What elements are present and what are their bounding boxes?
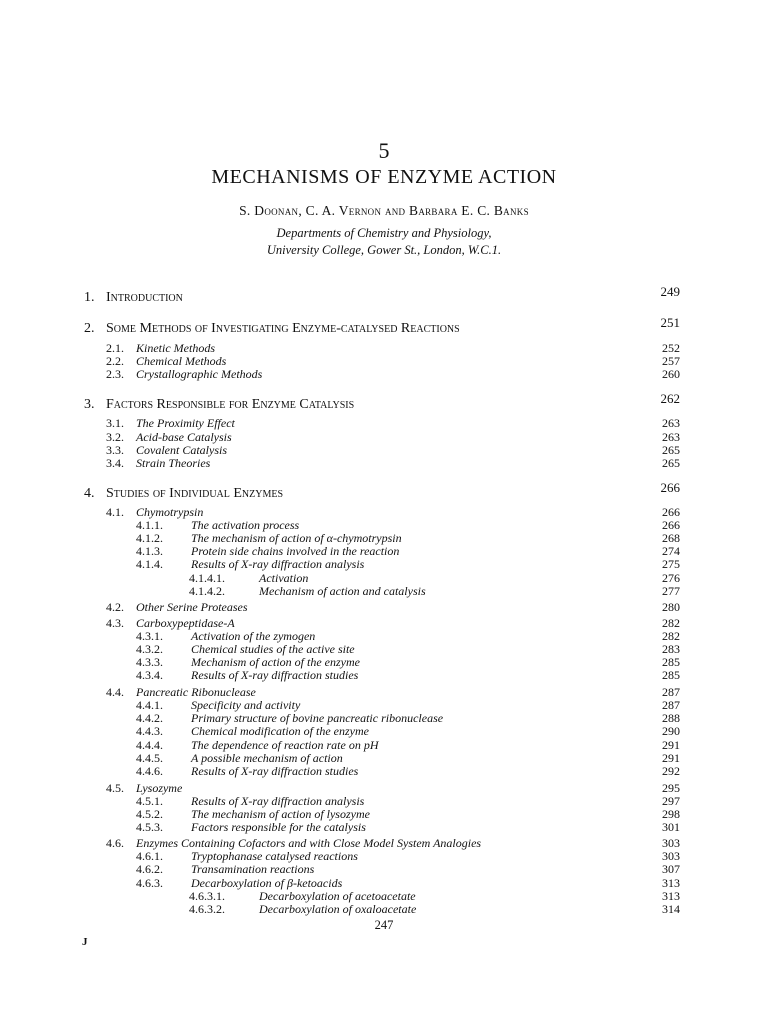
toc-entry <box>84 584 680 598</box>
toc-number: 4.1.4.2. <box>189 584 225 598</box>
toc-page-number: 298 <box>662 807 680 821</box>
chapter-title: MECHANISMS OF ENZYME ACTION <box>211 166 557 188</box>
toc-title: Pancreatic Ribonuclease <box>136 685 256 699</box>
toc-entry <box>84 571 680 585</box>
signature-mark: J <box>82 936 88 948</box>
toc-number: 4.3.2. <box>136 642 163 656</box>
toc-page-number: 307 <box>662 862 680 876</box>
toc-entry <box>84 456 680 470</box>
toc-number: 4.6.1. <box>136 849 163 863</box>
toc-number: 4.4.1. <box>136 698 163 712</box>
toc-entry <box>84 902 680 916</box>
toc-title: Chemical modification of the enzyme <box>191 724 369 738</box>
toc-title: Introduction <box>106 290 183 305</box>
toc-number: 3.2. <box>106 430 124 444</box>
toc-page-number: 301 <box>662 820 680 834</box>
toc-number: 4.6. <box>106 836 124 850</box>
toc-number: 4.5. <box>106 781 124 795</box>
toc-entry <box>84 764 680 778</box>
toc-page-number: 288 <box>662 711 680 725</box>
toc-number: 4.5.3. <box>136 820 163 834</box>
toc-number: 2.1. <box>106 341 124 355</box>
toc-number: 3.4. <box>106 456 124 470</box>
toc-page-number: 303 <box>662 849 680 863</box>
toc-number: 4.6.2. <box>136 862 163 876</box>
toc-title: Acid-base Catalysis <box>136 430 232 444</box>
toc-entry <box>84 557 680 571</box>
toc-entry <box>84 544 680 558</box>
toc-title: Carboxypeptidase-A <box>136 616 235 630</box>
page-number: 247 <box>374 918 394 932</box>
toc-title: Lysozyme <box>136 781 183 795</box>
toc-page-number: 268 <box>662 531 680 545</box>
toc-entry <box>84 367 680 381</box>
toc-title: Chymotrypsin <box>136 505 204 519</box>
toc-number: 3. <box>84 397 95 412</box>
toc-page-number: 292 <box>662 764 680 778</box>
toc-title: Tryptophanase catalysed reactions <box>191 849 358 863</box>
toc-entry <box>84 341 680 355</box>
toc-entry <box>84 430 680 444</box>
toc-page-number: 297 <box>662 794 680 808</box>
toc-entry <box>84 685 680 699</box>
toc-page-number: 285 <box>662 655 680 669</box>
toc-entry <box>84 505 680 519</box>
toc-entry <box>84 416 680 430</box>
toc-title: Decarboxylation of acetoacetate <box>259 889 416 903</box>
toc-entry <box>84 600 680 614</box>
toc-number: 4.3.3. <box>136 655 163 669</box>
toc-page-number: 283 <box>662 642 680 656</box>
toc-page-number: 285 <box>662 668 680 682</box>
toc-title: Protein side chains involved in the reaction <box>191 544 400 558</box>
toc-entry <box>84 794 680 808</box>
toc-number: 4.1.4.1. <box>189 571 225 585</box>
toc-page-number: 275 <box>662 557 680 571</box>
toc-title: A possible mechanism of action <box>191 751 343 765</box>
toc-entry <box>84 849 680 863</box>
toc-title: Results of X-ray diffraction analysis <box>191 794 365 808</box>
toc-entry <box>84 862 680 876</box>
toc-title: Results of X-ray diffraction studies <box>191 668 359 682</box>
toc-number: 4.3. <box>106 616 124 630</box>
toc-number: 2. <box>84 321 95 336</box>
toc-page-number: 252 <box>662 341 680 355</box>
toc-entry <box>84 698 680 712</box>
toc-title: Activation of the zymogen <box>191 629 316 643</box>
toc-section <box>84 315 680 338</box>
toc-entry <box>84 738 680 752</box>
toc-page-number: 280 <box>662 600 680 614</box>
toc-number: 4.4.6. <box>136 764 163 778</box>
toc-page-number: 249 <box>660 284 680 299</box>
toc-page-number: 287 <box>662 685 680 699</box>
toc-title: The dependence of reaction rate on pH <box>191 738 379 752</box>
toc-page-number: 251 <box>660 315 680 330</box>
toc-number: 3.1. <box>106 416 124 430</box>
toc-number: 4.3.4. <box>136 668 163 682</box>
toc-section <box>84 284 680 307</box>
toc-entry <box>84 642 680 656</box>
toc-entry <box>84 807 680 821</box>
toc-entry <box>84 518 680 532</box>
toc-number: 4.4.5. <box>136 751 163 765</box>
toc-entry <box>84 889 680 903</box>
toc-title: Kinetic Methods <box>136 341 215 355</box>
toc-title: Strain Theories <box>136 456 211 470</box>
toc-title: Factors responsible for the catalysis <box>191 820 366 834</box>
toc-page-number: 260 <box>662 367 680 381</box>
toc-entry <box>84 668 680 682</box>
toc-entry <box>84 443 680 457</box>
toc-number: 4.1. <box>106 505 124 519</box>
toc-title: Covalent Catalysis <box>136 443 227 457</box>
toc-page-number: 265 <box>662 443 680 457</box>
toc-number: 4.6.3. <box>136 876 163 890</box>
toc-title: The mechanism of action of α-chymotrypsin <box>191 531 402 545</box>
toc-title: Chemical studies of the active site <box>191 642 355 656</box>
toc-entry <box>84 354 680 368</box>
toc-number: 4.4.2. <box>136 711 163 725</box>
toc-page-number: 290 <box>662 724 680 738</box>
toc-page-number: 291 <box>662 738 680 752</box>
toc-entry <box>84 531 680 545</box>
toc-page-number: 295 <box>662 781 680 795</box>
toc-page-number: 314 <box>662 902 680 916</box>
toc-number: 2.3. <box>106 367 124 381</box>
toc-number: 3.3. <box>106 443 124 457</box>
toc-number: 4.1.4. <box>136 557 163 571</box>
toc-entry <box>84 781 680 795</box>
toc-title: Studies of Individual Enzymes <box>106 486 284 501</box>
toc-page-number: 263 <box>662 416 680 430</box>
toc-page-number: 313 <box>662 889 680 903</box>
toc-number: 4.1.2. <box>136 531 163 545</box>
toc-number: 4.3.1. <box>136 629 163 643</box>
toc-page-number: 282 <box>662 616 680 630</box>
toc-page-number: 274 <box>662 544 680 558</box>
toc-page-number: 262 <box>660 391 680 406</box>
toc-page-number: 282 <box>662 629 680 643</box>
toc-title: Mechanism of action of the enzyme <box>191 655 360 669</box>
toc-number: 4.1.1. <box>136 518 163 532</box>
toc-title: Primary structure of bovine pancreatic ribonuclease <box>191 711 444 725</box>
toc-title: Decarboxylation of oxaloacetate <box>259 902 417 916</box>
toc-entry <box>84 711 680 725</box>
toc-title: The activation process <box>191 518 300 532</box>
toc-title: Results of X-ray diffraction studies <box>191 764 359 778</box>
toc-page-number: 263 <box>662 430 680 444</box>
toc-number: 4.4.4. <box>136 738 163 752</box>
toc-number: 4.4. <box>106 685 124 699</box>
toc-entry <box>84 751 680 765</box>
toc-entry <box>84 655 680 669</box>
toc-number: 4.5.1. <box>136 794 163 808</box>
toc-number: 4.6.3.1. <box>189 889 225 903</box>
toc-title: Decarboxylation of β-ketoacids <box>191 876 343 890</box>
toc-page-number: 287 <box>662 698 680 712</box>
toc-section <box>84 391 680 414</box>
toc-page-number: 303 <box>662 836 680 850</box>
toc-section <box>84 480 680 503</box>
toc-title: Transamination reactions <box>191 862 315 876</box>
toc-entry <box>84 616 680 630</box>
toc-number: 4.1.3. <box>136 544 163 558</box>
toc-title: The mechanism of action of lysozyme <box>191 807 370 821</box>
toc-title: Some Methods of Investigating Enzyme-catalysed Reactions <box>106 321 460 336</box>
toc-title: Mechanism of action and catalysis <box>259 584 426 598</box>
toc-title: Enzymes Containing Cofactors and with Close Model System Analogies <box>136 836 482 850</box>
chapter-number: 5 <box>378 138 390 163</box>
toc-title: Chemical Methods <box>136 354 227 368</box>
toc-title: Results of X-ray diffraction analysis <box>191 557 365 571</box>
toc-number: 4.4.3. <box>136 724 163 738</box>
toc-page-number: 265 <box>662 456 680 470</box>
toc-page-number: 277 <box>662 584 680 598</box>
toc-entry <box>84 820 680 834</box>
toc-page-number: 313 <box>662 876 680 890</box>
toc-title: Crystallographic Methods <box>136 367 263 381</box>
toc-page-number: 291 <box>662 751 680 765</box>
toc-number: 4.2. <box>106 600 124 614</box>
chapter-authors: S. Doonan, C. A. Vernon and Barbara E. C. Banks <box>239 203 529 218</box>
toc-entry <box>84 876 680 890</box>
toc-page-number: 257 <box>662 354 680 368</box>
toc-number: 2.2. <box>106 354 124 368</box>
toc-number: 4. <box>84 486 95 501</box>
toc-number: 1. <box>84 290 95 305</box>
affiliation-line-2: University College, Gower St., London, W.C.1. <box>266 243 502 257</box>
toc-entry <box>84 836 680 850</box>
toc-title: The Proximity Effect <box>136 416 235 430</box>
toc-title: Activation <box>259 571 309 585</box>
affiliation-line-1: Departments of Chemistry and Physiology, <box>276 226 492 240</box>
toc-number: 4.5.2. <box>136 807 163 821</box>
toc-title: Factors Responsible for Enzyme Catalysis <box>106 397 355 412</box>
toc-title: Specificity and activity <box>191 698 301 712</box>
toc-page-number: 276 <box>662 571 680 585</box>
toc-page-number: 266 <box>660 480 680 495</box>
toc-number: 4.6.3.2. <box>189 902 225 916</box>
toc-page-number: 266 <box>662 518 680 532</box>
toc-entry <box>84 629 680 643</box>
toc-entry <box>84 724 680 738</box>
toc-title: Other Serine Proteases <box>136 600 248 614</box>
toc-page-number: 266 <box>662 505 680 519</box>
